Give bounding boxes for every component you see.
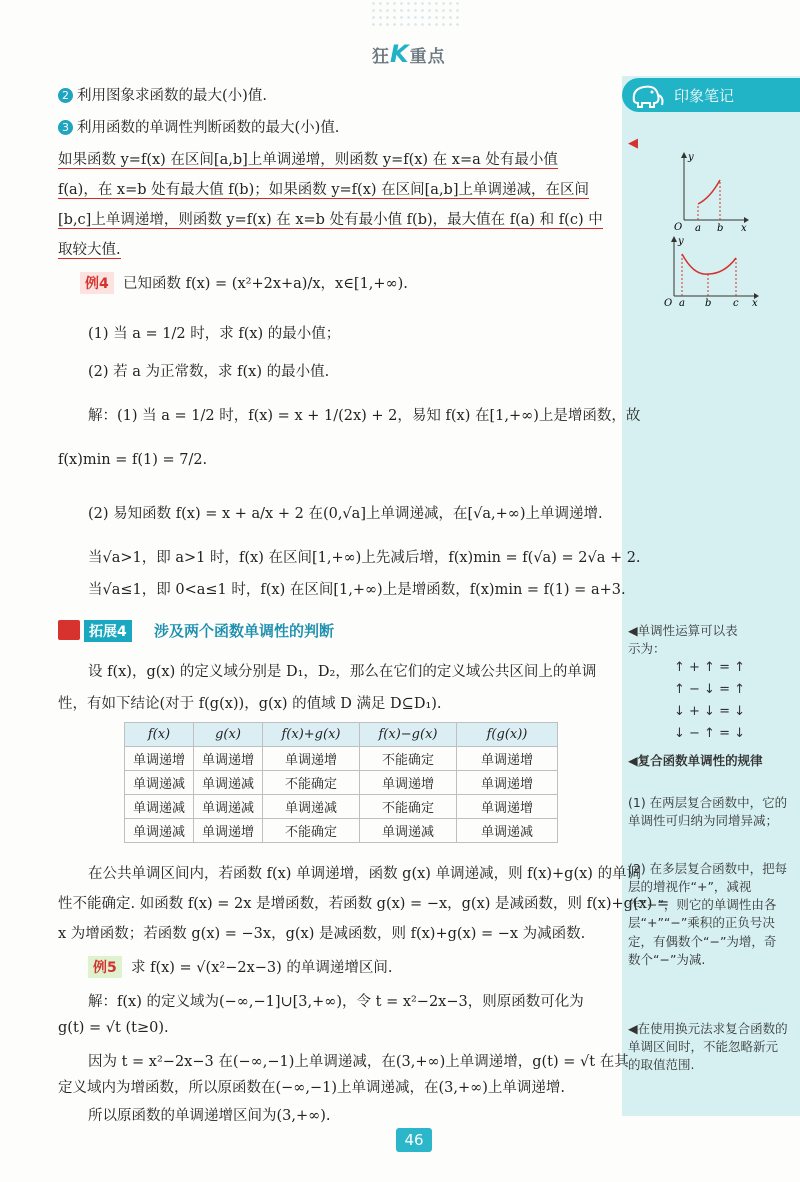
axis-label: b <box>717 223 724 234</box>
example-5-solution-2: 因为 t = x²−2x−3 在(−∞,−1)上单调递减，在(3,+∞)上单调递增，g(t) = √t 在其 <box>88 1054 629 1070</box>
example-4-solution-1: 解：(1) 当 a = 1/2 时，f(x) = x + 1/(2x) + 2，易知 f(x) 在[1,+∞)上是增函数，故 <box>88 408 641 424</box>
example-4-solution-1b: f(x)min = f(1) = 7/2. <box>58 452 208 468</box>
example-4-q2: (2) 若 a 为正常数，求 f(x) 的最小值. <box>88 364 330 380</box>
axis-label: b <box>705 298 712 309</box>
red-pointer-icon: ◀ <box>628 136 638 151</box>
table-header: f(x)+g(x) <box>263 723 360 747</box>
table-cell: 单调递增 <box>457 771 558 795</box>
rule-line-3: [b,c]上单调递增，则函数 y=f(x) 在 x=b 处有最小值 f(b)，最大值在 f(a) 和 f(c) 中 <box>58 212 603 228</box>
table-cell: 单调递增 <box>263 747 360 771</box>
axis-label: a <box>695 223 701 234</box>
valley-function-graph <box>652 236 762 310</box>
extension-tag: 拓展4 <box>84 620 132 642</box>
op-rule: ↓ + ↓ = ↓ <box>674 704 745 719</box>
table-cell: 单调递增 <box>194 747 263 771</box>
example-4-tag: 例4 <box>80 272 114 294</box>
op-rule: ↓ − ↑ = ↓ <box>674 726 745 741</box>
example-5-tag: 例5 <box>88 956 122 978</box>
axis-label: a <box>679 298 685 309</box>
axis-label: y <box>688 152 694 163</box>
axis-label: x <box>741 223 747 234</box>
extension-p1: 设 f(x)，g(x) 的定义域分别是 D₁，D₂，那么在它们的定义域公共区间上的单调 <box>88 664 597 680</box>
table-cell: 不能确定 <box>263 819 360 843</box>
table-cell: 单调递增 <box>457 795 558 819</box>
table-cell: 单调递减 <box>125 771 194 795</box>
number-2-badge: 2 <box>58 88 73 103</box>
elephant-icon <box>628 81 666 109</box>
op-rule: ↑ − ↓ = ↑ <box>674 682 745 697</box>
note-operations-intro: ◀单调性运算可以表 示为： <box>628 623 738 657</box>
table-cell: 单调递减 <box>263 795 360 819</box>
extension-p2: 性，有如下结论(对于 f(g(x))，g(x) 的值域 D 满足 D⊆D₁). <box>58 696 442 712</box>
extension-p4: 性不能确定. 如函数 f(x) = 2x 是增函数，若函数 g(x) = −x，g(x) 是减函数，则 f(x)+g(x) = <box>58 896 670 912</box>
table-header: f(g(x)) <box>457 723 558 747</box>
book-icon <box>58 620 80 640</box>
extension-title: 涉及两个函数单调性的判断 <box>154 622 335 640</box>
table-cell: 单调递减 <box>457 819 558 843</box>
rule-line-2: f(a)，在 x=b 处有最大值 f(b)；如果函数 y=f(x) 在区间[a,b]上单调递减，在区间 <box>58 182 589 198</box>
example-4-q1: (1) 当 a = 1/2 时，求 f(x) 的最小值； <box>88 326 341 342</box>
table-header: f(x) <box>125 723 194 747</box>
table-header-row <box>125 723 558 747</box>
rule-line-4: 取较大值. <box>58 242 121 258</box>
page-header <box>0 0 800 72</box>
table-cell: 单调递减 <box>125 795 194 819</box>
table-cell: 不能确定 <box>360 795 457 819</box>
example-4-solution-3: 当√a>1，即 a>1 时，f(x) 在区间[1,+∞)上先减后增，f(x)min = f(√a) = 2√a + 2. <box>88 550 641 566</box>
example-5-solution-3: 定义域内为增函数，所以原函数在(−∞,−1)上单调递减，在(3,+∞)上单调递增. <box>58 1080 566 1096</box>
table-header: f(x)−g(x) <box>360 723 457 747</box>
increasing-function-graph <box>660 150 750 234</box>
axis-label: x <box>752 298 758 309</box>
table-cell: 单调递减 <box>194 771 263 795</box>
table-row <box>125 795 558 819</box>
table-cell: 单调递增 <box>457 747 558 771</box>
monotonicity-table <box>124 722 558 843</box>
axis-label: O <box>674 222 683 233</box>
table-cell: 单调递减 <box>360 819 457 843</box>
page-number: 46 <box>396 1128 432 1152</box>
number-3-badge: 3 <box>58 120 73 135</box>
example-5-solution-4: 所以原函数的单调递增区间为(3,+∞). <box>88 1108 331 1124</box>
table-cell: 单调递增 <box>360 771 457 795</box>
rule-line-1: 如果函数 y=f(x) 在区间[a,b]上单调递增，则函数 y=f(x) 在 x=a 处有最小值 <box>58 152 558 168</box>
note-substitution: ◀在使用换元法求复合函数的单调区间时，不能忽略新元的取值范围. <box>628 1021 788 1073</box>
table-cell: 不能确定 <box>263 771 360 795</box>
extension-p3: 在公共单调区间内，若函数 f(x) 单调递增，函数 g(x) 单调递减，则 f(x)+g(x) 的单调 <box>88 866 642 882</box>
axis-label: O <box>664 298 673 309</box>
example-4-stem: 例4 已知函数 f(x) = (x²+2x+a)/x，x∈[1,+∞). <box>80 272 408 294</box>
table-row <box>125 819 558 843</box>
header-title: 狂K重点 <box>372 40 446 68</box>
extension-heading <box>58 618 358 642</box>
method-2: 2 利用图象求函数的最大(小)值. <box>58 84 267 105</box>
example-4-solution-4: 当√a≤1，即 0<a≤1 时，f(x) 在区间[1,+∞)上是增函数，f(x)min = f(1) = a+3. <box>88 582 626 598</box>
axis-label: y <box>678 236 684 247</box>
op-rule: ↑ + ↑ = ↑ <box>674 660 745 675</box>
note-composite-rule-1: (1) 在两层复合函数中，它的单调性可归纳为同增异减； <box>628 795 788 829</box>
note-composite-rule-2: (2) 在多层复合函数中，把每层的增视作“+”，减视作“−”，则它的单调性由各层“+”“−”乘积的正负号决定，有偶数个“−”为增，奇数个“−”为减. <box>628 861 788 967</box>
method-3: 3 利用函数的单调性判断函数的最大(小)值. <box>58 116 339 137</box>
table-row <box>125 747 558 771</box>
example-5-solution-1b: g(t) = √t (t≥0). <box>58 1020 169 1036</box>
extension-p5: x 为增函数；若函数 g(x) = −3x，g(x) 是减函数，则 f(x)+g(x) = −x 为减函数. <box>58 926 586 942</box>
header-dot-pattern <box>370 0 460 30</box>
example-4-solution-2: (2) 易知函数 f(x) = x + a/x + 2 在(0,√a]上单调递减，在[√a,+∞)上单调递增. <box>88 506 603 522</box>
example-5-solution-1: 解：f(x) 的定义域为(−∞,−1]∪[3,+∞)，令 t = x²−2x−3，则原函数可化为 <box>88 994 584 1010</box>
note-composite-title: ◀复合函数单调性的规律 <box>628 753 763 768</box>
axis-label: c <box>733 298 739 309</box>
notes-sidebar-header: 印象笔记 <box>622 78 800 112</box>
table-cell: 不能确定 <box>360 747 457 771</box>
table-cell: 单调递减 <box>194 795 263 819</box>
table-row <box>125 771 558 795</box>
table-cell: 单调递增 <box>194 819 263 843</box>
table-cell: 单调递增 <box>125 747 194 771</box>
example-5-stem: 例5 求 f(x) = √(x²−2x−3) 的单调递增区间. <box>88 956 393 978</box>
table-cell: 单调递减 <box>125 819 194 843</box>
table-header: g(x) <box>194 723 263 747</box>
